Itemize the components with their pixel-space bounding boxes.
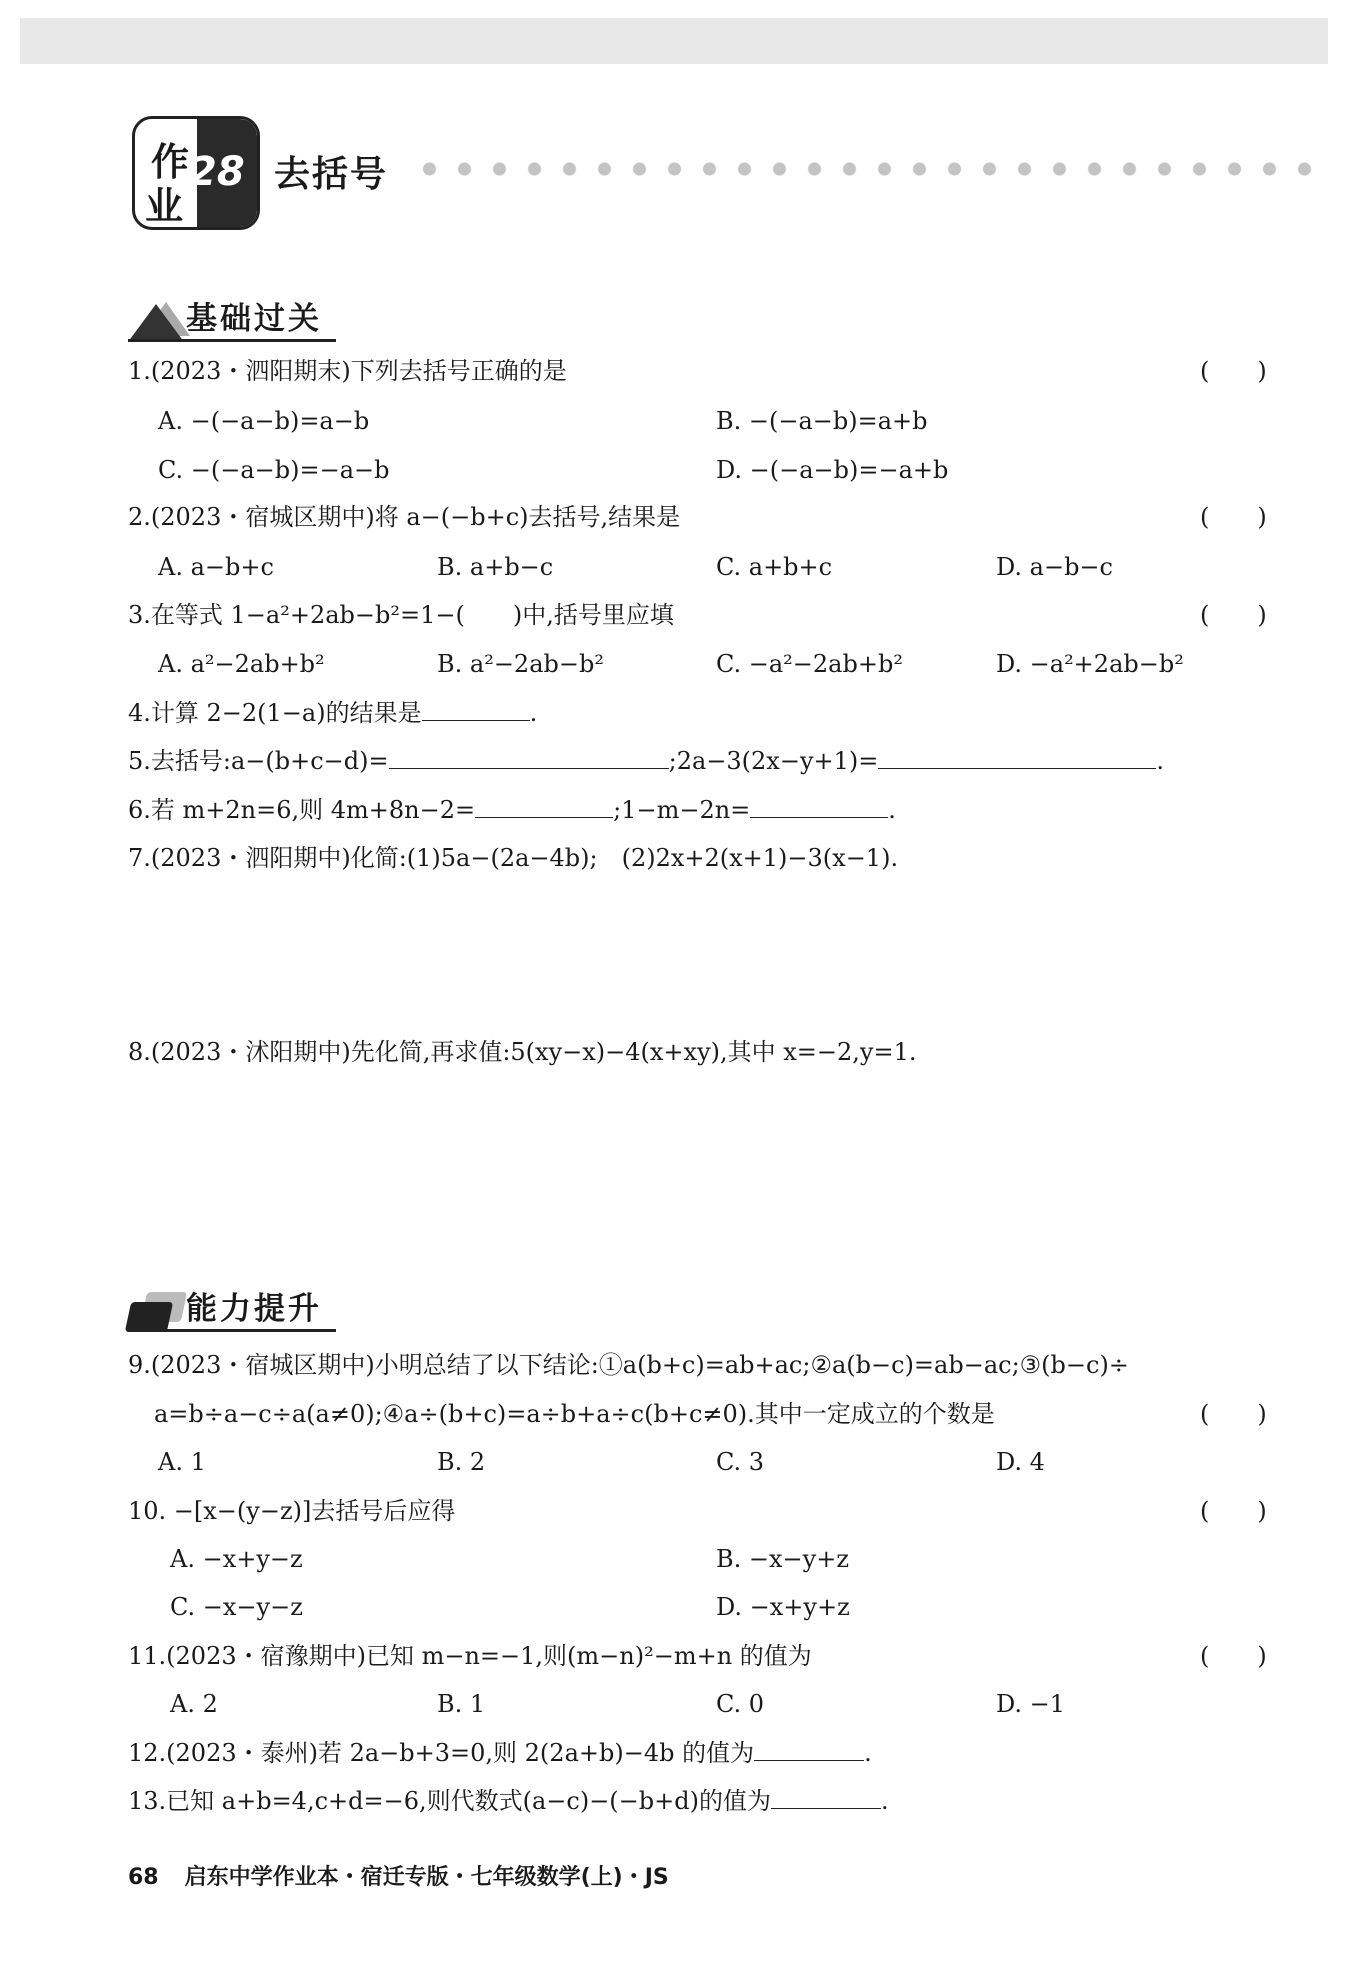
q3-option-b: B. a²−2ab−b² bbox=[437, 650, 604, 678]
answer-blank-6a[interactable] bbox=[475, 795, 613, 818]
badge-char-bottom: 业 bbox=[145, 183, 184, 228]
homework-badge bbox=[132, 116, 260, 230]
answer-paren-11: ( ) bbox=[1200, 1642, 1267, 1670]
q2-option-a: A. a−b+c bbox=[158, 553, 274, 581]
question-7: 7.(2023・泗阳期中)化简:(1)5a−(2a−4b); (2)2x+2(x+1)−3(x−1). bbox=[128, 844, 899, 872]
section-advanced-heading bbox=[128, 1282, 348, 1332]
q9-option-b: B. 2 bbox=[437, 1448, 486, 1476]
q12-text: 12.(2023・泰州)若 2a−b+3=0,则 2(2a+b)−4b 的值为 bbox=[128, 1739, 755, 1767]
q5-text: 5.去括号:a−(b+c−d)= bbox=[128, 747, 389, 775]
page-number: 68 bbox=[128, 1865, 159, 1890]
section-underline bbox=[128, 1329, 336, 1332]
q11-option-a: A. 2 bbox=[170, 1690, 218, 1718]
q1-option-c: C. −(−a−b)=−a−b bbox=[158, 456, 390, 484]
q9-option-d: D. 4 bbox=[996, 1448, 1045, 1476]
q5-end: . bbox=[1156, 747, 1164, 775]
q3-option-c: C. −a²−2ab+b² bbox=[716, 650, 903, 678]
q9-option-a: A. 1 bbox=[158, 1448, 206, 1476]
answer-blank-6b[interactable] bbox=[750, 795, 888, 818]
q13-end: . bbox=[880, 1787, 889, 1815]
badge-char-top: 作 bbox=[151, 139, 190, 184]
q2-option-d: D. a−b−c bbox=[996, 553, 1113, 581]
question-12 bbox=[128, 1738, 872, 1768]
q2-option-b: B. a+b−c bbox=[437, 553, 554, 581]
question-4 bbox=[128, 698, 537, 728]
work-area-7[interactable] bbox=[128, 878, 1278, 1028]
question-11: 11.(2023・宿豫期中)已知 m−n=−1,则(m−n)²−m+n 的值为 bbox=[128, 1642, 812, 1670]
question-9-line-2: a=b÷a−c÷a(a≠0);④a÷(b+c)=a÷b+a÷c(b+c≠0).其中一定成立的个数是 bbox=[154, 1400, 995, 1428]
footer-book-title: 启东中学作业本・宿迁专版・七年级数学(上)・JS bbox=[184, 1865, 669, 1890]
section-basic-label: 基础过关 bbox=[186, 301, 322, 337]
q13-text: 13.已知 a+b=4,c+d=−6,则代数式(a−c)−(−b+d)的值为 bbox=[128, 1787, 771, 1815]
q2-option-c: C. a+b+c bbox=[716, 553, 833, 581]
q1-option-a: A. −(−a−b)=a−b bbox=[158, 407, 370, 435]
q10-option-b: B. −x−y+z bbox=[716, 1545, 849, 1573]
badge-number: 28 bbox=[189, 149, 245, 195]
q10-option-c: C. −x−y−z bbox=[170, 1593, 303, 1621]
q10-option-a: A. −x+y−z bbox=[170, 1545, 303, 1573]
q3-option-d: D. −a²+2ab−b² bbox=[996, 650, 1184, 678]
answer-blank-4[interactable] bbox=[422, 698, 530, 721]
question-9-line-1: 9.(2023・宿城区期中)小明总结了以下结论:①a(b+c)=ab+ac;②a(b−c)=ab−ac;③(b−c)÷ bbox=[128, 1351, 1129, 1379]
answer-paren-1: ( ) bbox=[1200, 357, 1267, 385]
question-13 bbox=[128, 1786, 889, 1816]
question-3: 3.在等式 1−a²+2ab−b²=1−( )中,括号里应填 bbox=[128, 601, 674, 629]
question-8: 8.(2023・沭阳期中)先化简,再求值:5(xy−x)−4(x+xy),其中 x=−2,y=1. bbox=[128, 1038, 917, 1066]
q12-end: . bbox=[864, 1739, 872, 1767]
answer-paren-3: ( ) bbox=[1200, 601, 1267, 629]
q11-option-d: D. −1 bbox=[996, 1690, 1066, 1718]
dotted-divider bbox=[412, 162, 1328, 176]
question-1: 1.(2023・泗阳期末)下列去括号正确的是 bbox=[128, 357, 567, 385]
question-5 bbox=[128, 746, 1164, 776]
page-footer bbox=[128, 1860, 669, 1891]
q5-mid: ;2a−3(2x−y+1)= bbox=[668, 747, 879, 775]
q6-end: . bbox=[888, 796, 896, 824]
answer-blank-5b[interactable] bbox=[878, 746, 1156, 769]
scan-top-margin bbox=[20, 18, 1328, 64]
q3-option-a: A. a²−2ab+b² bbox=[158, 650, 325, 678]
mountain-icon bbox=[128, 304, 184, 342]
question-6 bbox=[128, 795, 896, 825]
q6-mid: ;1−m−2n= bbox=[613, 796, 751, 824]
work-area-8[interactable] bbox=[128, 1072, 1278, 1272]
page-title: 去括号 bbox=[274, 154, 389, 195]
answer-blank-13[interactable] bbox=[771, 1786, 881, 1809]
q1-option-b: B. −(−a−b)=a+b bbox=[716, 407, 928, 435]
block-icon bbox=[125, 1302, 173, 1332]
section-advanced-label: 能力提升 bbox=[186, 1291, 322, 1327]
question-10: 10. −[x−(y−z)]去括号后应得 bbox=[128, 1497, 456, 1525]
answer-paren-2: ( ) bbox=[1200, 503, 1267, 531]
section-basic-heading bbox=[128, 292, 348, 342]
answer-paren-9: ( ) bbox=[1200, 1400, 1267, 1428]
q4-text: 4.计算 2−2(1−a)的结果是 bbox=[128, 699, 422, 727]
q1-option-d: D. −(−a−b)=−a+b bbox=[716, 456, 949, 484]
section-underline bbox=[128, 339, 336, 342]
q9-option-c: C. 3 bbox=[716, 1448, 765, 1476]
q6-text: 6.若 m+2n=6,则 4m+8n−2= bbox=[128, 796, 476, 824]
question-2: 2.(2023・宿城区期中)将 a−(−b+c)去括号,结果是 bbox=[128, 503, 681, 531]
answer-blank-5a[interactable] bbox=[389, 746, 669, 769]
answer-paren-10: ( ) bbox=[1200, 1497, 1267, 1525]
q4-end: . bbox=[529, 699, 538, 727]
q11-option-c: C. 0 bbox=[716, 1690, 765, 1718]
answer-blank-12[interactable] bbox=[754, 1738, 864, 1761]
q11-option-b: B. 1 bbox=[437, 1690, 486, 1718]
q10-option-d: D. −x+y+z bbox=[716, 1593, 850, 1621]
